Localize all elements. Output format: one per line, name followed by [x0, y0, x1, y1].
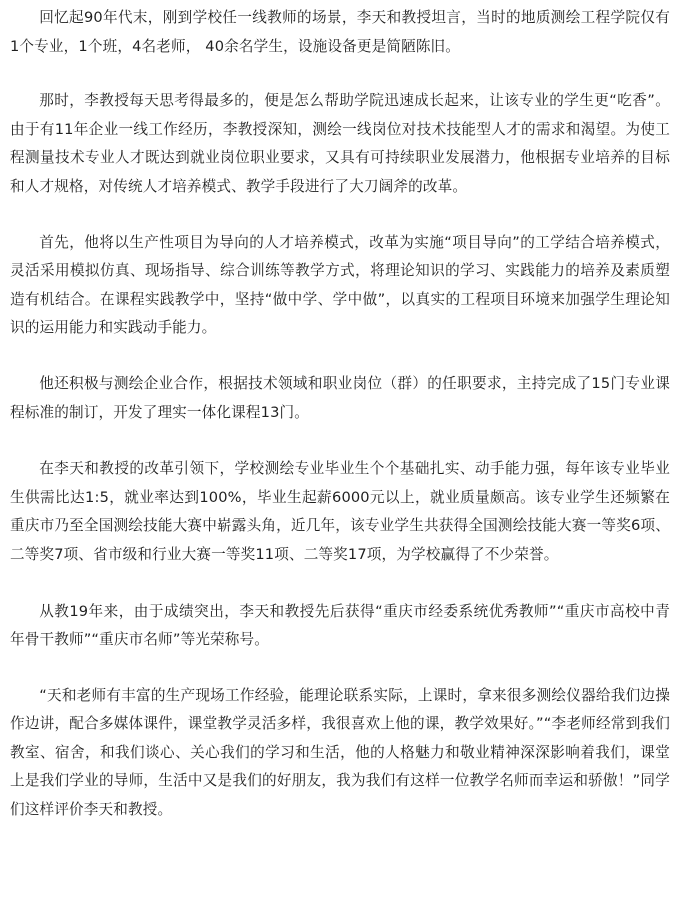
paragraph-7: “天和老师有丰富的生产现场工作经验，能理论联系实际，上课时，拿来很多测绘仪器给我们边操作边讲，配合多媒体课件，课堂教学灵活多样，我很喜欢上他的课，教学效果好。”“李老师经常到我们教室、宿舍，和我们谈心、关心我们的学习和生活，他的人格魅力和敬业精神深深影响着我们，课堂上是我们学业的导师，生活中又是我们的好朋友，我为我们有这样一位教学名师而幸运和骄傲！”同学们这样评价李天和教授。 — [10, 686, 670, 819]
paragraph-2: 那时，李教授每天思考得最多的，便是怎么帮助学院迅速成长起来，让该专业的学生更“吃香”。由于有11年企业一线工作经历，李教授深知，测绘一线岗位对技术技能型人才的需求和渴望。为使工程测量技术专业人才既达到就业岗位职业要求，又具有可持续职业发展潜力，他根据专业培养的目标和人才规格，对传统人才培养模式、教学手段进行了大刀阔斧的改革。 — [10, 92, 670, 195]
paragraph-5: 在李天和教授的改革引领下，学校测绘专业毕业生个个基础扎实、动手能力强，每年该专业毕业生供需比达1:5，就业率达到100%，毕业生起薪6000元以上，就业质量颇高。该专业学生还频繁在重庆市乃至全国测绘技能大赛中崭露头角，近几年，该专业学生共获得全国测绘技能大赛一等奖6项、二等奖7项、省市级和行业大赛一等奖11项、二等奖17项，为学校赢得了不少荣誉。 — [10, 460, 670, 563]
paragraph-6: 从教19年来，由于成绩突出，李天和教授先后获得“重庆市经委系统优秀教师”“重庆市高校中青年骨干教师”“重庆市名师”等光荣称号。 — [10, 602, 670, 649]
paragraph-4: 他还积极与测绘企业合作，根据技术领域和职业岗位（群）的任职要求，主持完成了15门专业课程标准的制订，开发了理实一体化课程13门。 — [10, 374, 670, 421]
paragraph-1: 回忆起90年代末，刚到学校任一线教师的场景，李天和教授坦言，当时的地质测绘工程学院仅有1个专业，1个班，4名老师， 40余名学生，设施设备更是简陋陈旧。 — [10, 9, 670, 55]
paragraph-3: 首先，他将以生产性项目为导向的人才培养模式，改革为实施“项目导向”的工学结合培养模式，灵活采用模拟仿真、现场指导、综合训练等教学方式，将理论知识的学习、实践能力的培养及素质塑造有机结合。在课程实践教学中，坚持“做中学、学中做”，以真实的工程项目环境来加强学生理论知识的运用能力和实践动手能力。 — [10, 233, 670, 337]
